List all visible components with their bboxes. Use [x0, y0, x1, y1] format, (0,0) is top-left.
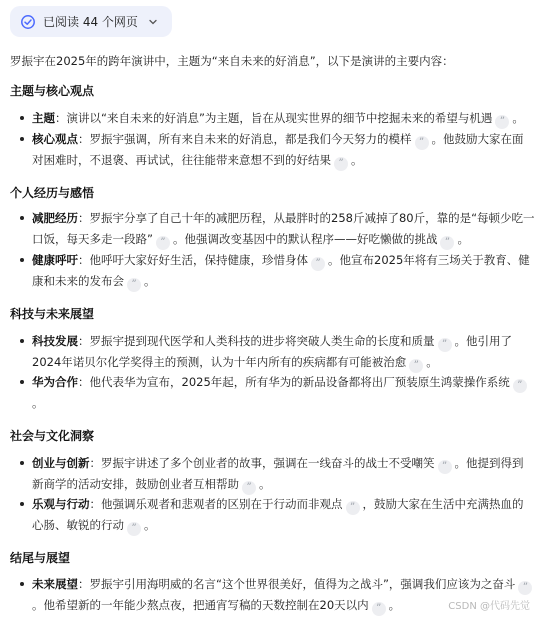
item-lead: 华为合作	[32, 375, 78, 389]
item-lead: 核心观点	[32, 132, 78, 146]
citation-icon[interactable]: ”	[438, 338, 452, 352]
citation-icon[interactable]: ”	[334, 157, 348, 171]
item-text: ：他强调乐观者和悲观者的区别在于行动而非观点	[89, 497, 343, 511]
bullet	[20, 258, 24, 262]
item-lead: 主题	[32, 111, 55, 125]
bullet	[20, 380, 24, 384]
section-heading: 主题与核心观点	[10, 84, 95, 98]
watermark: CSDN @代码先觉	[448, 601, 530, 612]
citation-icon[interactable]: ”	[438, 460, 452, 474]
bullet	[20, 502, 24, 506]
citation-icon[interactable]: ”	[156, 236, 170, 250]
item-lead: 未来展望	[32, 577, 78, 591]
list-item: 减肥经历：罗振宇分享了自己十年的减肥历程，从最胖时的258斤减掉了80斤，靠的是“每顿少吃一 口饭，每天多走一段路” ” 。他强调改变基因中的默认程序——好吃懒做的挑战 ” 。	[20, 208, 528, 250]
item-text: 新商学的活动安排，鼓励创业者互相帮助	[32, 477, 239, 491]
citation-icon[interactable]: ”	[127, 522, 141, 536]
item-text: 口饭，每天多走一段路”	[32, 232, 153, 246]
bullet	[20, 582, 24, 586]
citation-icon[interactable]: ”	[372, 602, 386, 616]
list-item: 主题：演讲以“来自未来的好消息”为主题，旨在从现实世界的细节中挖掘未来的希望与机遇 ” 。	[20, 108, 528, 129]
item-text: 。他鼓励大家在面	[431, 132, 524, 146]
list-item: 核心观点：罗振宇强调，所有来自未来的好消息，都是我们今天努力的模样 ” 。他鼓励大家在面 对困难时，不退褒、再试试，往往能带来意想不到的好结果 ” 。	[20, 129, 528, 171]
chevron-down-icon	[148, 17, 158, 27]
bullet	[20, 137, 24, 141]
citation-icon[interactable]: ”	[518, 581, 532, 595]
read-sources-chip[interactable]	[10, 6, 172, 37]
section-heading: 科技与未来展望	[10, 307, 95, 321]
item-text: ：演讲以“来自未来的好消息”为主题，旨在从现实世界的细节中挖掘未来的希望与机遇	[55, 111, 493, 125]
item-text: 。他希望新的一年能少熬点夜，把通宵写稿的天数控制在20天以内	[32, 598, 369, 612]
item-text: ：他呼吁大家好好生活，保持健康，珍惜身体	[78, 253, 308, 267]
item-text: ：罗振宇分享了自己十年的减肥历程，从最胖时的258斤减掉了80斤，靠的是“每顿少吃一	[78, 211, 535, 225]
bullet	[20, 216, 24, 220]
list-item: 乐观与行动：他强调乐观者和悲观者的区别在于行动而非观点 ” ，鼓励大家在生活中充满热血的 心肠、敏锐的行动 ” 。	[20, 494, 528, 536]
item-text: 对困难时，不退褒、再试试，往往能带来意想不到的好结果	[32, 153, 331, 167]
item-text: 。他提到得到	[454, 456, 524, 470]
item-text: ：罗振宇提到现代医学和人类科技的进步将突破人类生命的长度和质量	[78, 334, 435, 348]
citation-icon[interactable]: ”	[513, 379, 527, 393]
bullet	[20, 461, 24, 465]
item-text: 。他强调改变基因中的默认程序——好吃懒做的挑战	[172, 232, 438, 246]
item-text: ：罗振宇讲述了多个创业者的故事，强调在一线奋斗的战士不受嘲笑	[89, 456, 435, 470]
item-text: 康和未来的发布会	[32, 274, 124, 288]
citation-icon[interactable]: ”	[415, 136, 429, 150]
list-item: 健康呼吁：他呼吁大家好好生活，保持健康，珍惜身体 ” 。他宣布2025年将有三场关于教育、健 康和未来的发布会 ” 。	[20, 250, 528, 292]
citation-icon[interactable]: ”	[346, 501, 360, 515]
item-lead: 健康呼吁	[32, 253, 78, 267]
section-heading: 个人经历与感悟	[10, 186, 95, 200]
list-item: 创业与创新：罗振宇讲述了多个创业者的故事，强调在一线奋斗的战士不受嘲笑 ” 。他提到得到 新商学的活动安排，鼓励创业者互相帮助 ” 。	[20, 453, 528, 495]
citation-icon[interactable]: ”	[127, 278, 141, 292]
item-text: 。	[388, 598, 401, 612]
item-text: ：罗振宇引用海明威的名言“这个世界很美好，值得为之战斗”，强调我们应该为之奋斗	[78, 577, 516, 591]
section-heading: 社会与文化洞察	[10, 429, 95, 443]
item-lead: 创业与创新	[32, 456, 90, 470]
bullet	[20, 339, 24, 343]
citation-icon[interactable]: ”	[440, 236, 454, 250]
read-sources-label: 已阅读 44 个网页	[43, 15, 138, 29]
item-text: ：他代表华为宣布，2025年起，所有华为的新品设备都将出厂预装原生鸿蒙操作系统	[78, 375, 510, 389]
check-circle-icon	[20, 14, 36, 30]
citation-icon[interactable]: ”	[242, 481, 256, 495]
intro-paragraph: 罗振宇在2025年的跨年演讲中，主题为“来自未来的好消息”，以下是演讲的主要内容：	[10, 54, 454, 68]
list-item	[20, 372, 528, 414]
item-text: 心肠、敏锐的行动	[32, 518, 124, 532]
list-item: 科技发展：罗振宇提到现代医学和人类科技的进步将突破人类生命的长度和质量 ” 。他引用了 2024年诺贝尔化学奖得主的预测，认为十年内所有的疾病都有可能被治愈 ” 。	[20, 331, 528, 373]
item-text: ，鼓励大家在生活中充满热血的	[362, 497, 524, 511]
item-text: 。他宣布2025年将有三场关于教育、健	[328, 253, 530, 267]
citation-icon[interactable]: ”	[311, 257, 325, 271]
bullet	[20, 116, 24, 120]
item-text: 2024年诺贝尔化学奖得主的预测，认为十年内所有的疾病都有可能被治愈	[32, 355, 407, 369]
item-text: 。他引用了	[454, 334, 512, 348]
section-heading: 结尾与展望	[10, 551, 71, 565]
item-lead: 乐观与行动	[32, 497, 90, 511]
citation-icon[interactable]: ”	[495, 115, 509, 129]
item-lead: 科技发展	[32, 334, 78, 348]
item-text: 。	[32, 396, 44, 410]
item-text: ：罗振宇强调，所有来自未来的好消息，都是我们今天努力的模样	[78, 132, 412, 146]
item-lead: 减肥经历	[32, 211, 78, 225]
citation-icon[interactable]: ”	[409, 359, 423, 373]
